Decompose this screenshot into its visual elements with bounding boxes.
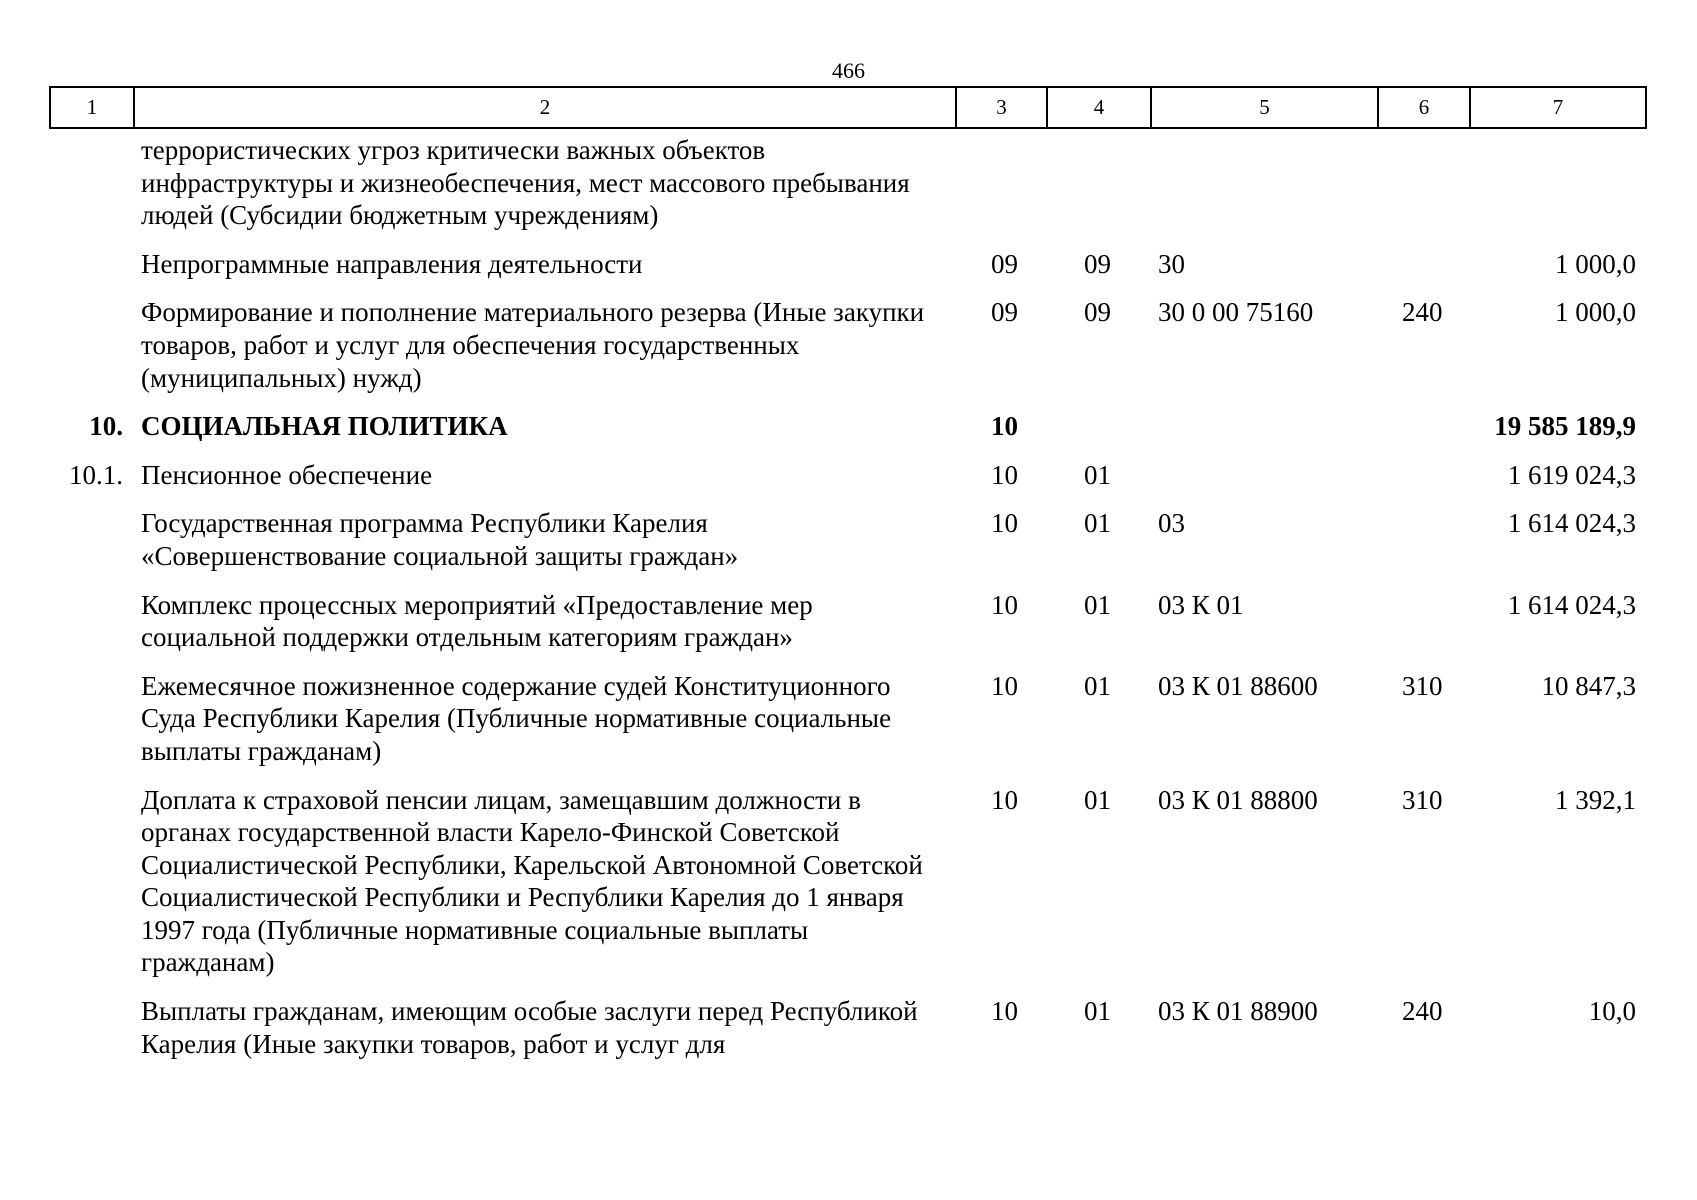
row-section-code: 10: [991, 459, 1018, 490]
table-row: [49, 410, 1645, 459]
row-target-article-code: 30: [1158, 248, 1185, 279]
page-number: 466: [832, 58, 865, 83]
table-row: [49, 995, 1645, 1076]
row-amount: 1 000,0: [1555, 248, 1636, 279]
row-number: [49, 134, 133, 248]
row-name: Комплекс процессных мероприятий «Предоставление мер социальной поддержки отдельным категориям граждан»: [141, 589, 813, 653]
row-name: террористических угроз критически важных объектов инфраструктуры и жизнеобеспечения, мест массового пребывания людей (Субсидии бюджетным учреждениям): [141, 135, 910, 231]
row-expense-type-code: [1377, 248, 1469, 297]
column-number-7: 7: [1470, 87, 1646, 128]
row-name: Пенсионное обеспечение: [141, 459, 433, 490]
row-target-article-code: 03: [1158, 508, 1185, 539]
row-section-code: 10: [991, 784, 1018, 815]
column-number-row: [50, 87, 1646, 128]
row-target-article-code: 30 0 00 75160: [1158, 297, 1314, 328]
row-target-article-code: [1150, 410, 1377, 459]
row-number: [49, 784, 133, 996]
row-number: [49, 296, 133, 410]
row-target-article-code: [1150, 459, 1377, 508]
row-expense-type-code: [1377, 134, 1469, 248]
row-subsection-code: 01: [1084, 508, 1111, 539]
row-name: Доплата к страховой пенсии лицам, замещавшим должности в органах государственной власти Карело-Финской Советской Социалистической Республики, Карельской Автономной Советской Социалистической Республики и Республики Карелия до 1 января 1997 года (Публичные нормативные социальные выплаты гражданам): [141, 784, 923, 978]
column-number-header: [49, 86, 1647, 129]
row-amount: 19 585 189,9: [1494, 411, 1636, 442]
row-section-code: 10: [991, 996, 1018, 1027]
row-expense-type-code: 240: [1402, 297, 1443, 328]
table-row: [49, 589, 1645, 670]
row-expense-type-code: 310: [1402, 784, 1443, 815]
row-target-article-code: 03 К 01 88900: [1158, 996, 1318, 1027]
table-row: [49, 784, 1645, 996]
row-target-article-code: 03 К 01: [1158, 589, 1244, 620]
table-row: [49, 459, 1645, 508]
row-name: Формирование и пополнение материального резерва (Иные закупки товаров, работ и услуг для обеспечения государственных (муниципальных) нужд): [141, 297, 925, 393]
row-section-code: 10: [991, 589, 1018, 620]
row-subsection-code: [1046, 134, 1150, 248]
row-target-article-code: 03 К 01 88600: [1158, 670, 1318, 701]
row-number: 10.: [89, 411, 123, 442]
row-expense-type-code: [1377, 410, 1469, 459]
row-expense-type-code: 240: [1402, 996, 1443, 1027]
row-amount: 1 619 024,3: [1507, 459, 1636, 490]
row-amount: [1469, 134, 1645, 248]
row-subsection-code: 09: [1084, 248, 1111, 279]
row-expense-type-code: [1377, 459, 1469, 508]
row-amount: 10,0: [1588, 996, 1636, 1027]
row-section-code: 10: [991, 411, 1018, 442]
row-amount: 10 847,3: [1541, 670, 1636, 701]
row-name: Государственная программа Республики Карелия «Совершенствование социальной защиты граждан»: [141, 508, 739, 571]
row-section-code: 10: [991, 508, 1018, 539]
row-name: Выплаты гражданам, имеющим особые заслуги перед Республикой Карелия (Иные закупки товаров, работ и услуг для: [141, 996, 918, 1059]
table-row: [49, 134, 1645, 248]
table-row: [49, 507, 1645, 588]
column-number-1: 1: [50, 87, 134, 128]
row-subsection-code: 01: [1084, 459, 1111, 490]
column-number-5: 5: [1151, 87, 1378, 128]
row-subsection-code: 01: [1084, 670, 1111, 701]
budget-rows: [49, 134, 1645, 1076]
row-number: [49, 995, 133, 1076]
column-number-4: 4: [1047, 87, 1151, 128]
column-number-6: 6: [1378, 87, 1470, 128]
row-amount: 1 392,1: [1555, 784, 1636, 815]
row-subsection-code: 01: [1084, 996, 1111, 1027]
row-number: [49, 248, 133, 297]
row-expense-type-code: 310: [1402, 670, 1443, 701]
row-name: Ежемесячное пожизненное содержание судей Конституционного Суда Республики Карелия (Публичные нормативные социальные выплаты гражданам): [141, 670, 892, 766]
column-number-2: 2: [134, 87, 956, 128]
row-number: 10.1.: [69, 459, 123, 490]
row-amount: 1 000,0: [1555, 297, 1636, 328]
column-number-3: 3: [956, 87, 1047, 128]
budget-table: [49, 134, 1645, 1076]
row-target-article-code: 03 К 01 88800: [1158, 784, 1318, 815]
table-row: [49, 296, 1645, 410]
row-target-article-code: [1150, 134, 1377, 248]
row-name: СОЦИАЛЬНАЯ ПОЛИТИКА: [141, 411, 508, 442]
row-section-code: 09: [991, 297, 1018, 328]
row-expense-type-code: [1377, 589, 1469, 670]
row-number: [49, 670, 133, 784]
table-row: [49, 248, 1645, 297]
row-subsection-code: 01: [1084, 589, 1111, 620]
row-amount: 1 614 024,3: [1507, 589, 1636, 620]
table-row: [49, 670, 1645, 784]
row-subsection-code: 01: [1084, 784, 1111, 815]
row-subsection-code: [1046, 410, 1150, 459]
row-number: [49, 507, 133, 588]
row-amount: 1 614 024,3: [1507, 508, 1636, 539]
row-expense-type-code: [1377, 507, 1469, 588]
row-section-code: 10: [991, 670, 1018, 701]
row-number: [49, 589, 133, 670]
row-name: Непрограммные направления деятельности: [141, 248, 643, 279]
row-section-code: [955, 134, 1046, 248]
row-subsection-code: 09: [1084, 297, 1111, 328]
row-section-code: 09: [991, 248, 1018, 279]
